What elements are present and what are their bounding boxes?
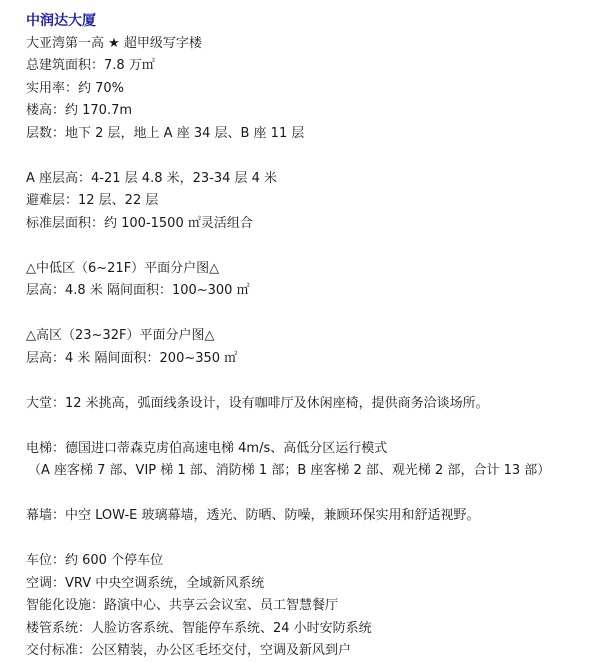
low-mid-zone-heading: △中低区（6~21F）平面分户图△ [26,260,220,276]
floor-count: 层数：地下 2 层，地上 A 座 34 层、B 座 11 层 [26,125,305,141]
delivery-standard: 交付标准：公区精装，办公区毛坯交付，空调及新风到户 [26,643,352,658]
standard-floor-area: 标准层面积：约 100-1500 ㎡灵活组合 [26,215,253,231]
spacer [26,483,598,506]
smart-facilities: 智能化设施：路演中心、共享云会议室、员工智慧餐厅 [26,598,339,613]
building-title: 中润达大厦 [26,13,96,29]
lobby-description: 大堂：12 米挑高，弧面线条设计，设有咖啡厅及休闲座椅，提供商务洽谈场所。 [26,395,489,411]
air-conditioning: 空调：VRV 中央空调系统，全域新风系统 [26,575,265,591]
building-management: 楼管系统：人脸访客系统、智能停车系统、24 小时安防系统 [26,620,372,636]
tagline: 大亚湾第一高 ★ 超甲级写字楼 [26,35,202,51]
spacer [26,145,598,168]
spacer [26,528,598,551]
spacer [26,370,598,393]
spacer [26,303,598,326]
elevator-details: （A 座客梯 7 部、VIP 梯 1 部、消防梯 1 部；B 座客梯 2 部、观光梯 2 部，合计 13 部） [28,463,551,478]
total-floor-area: 总建筑面积：7.8 万㎡ [26,58,155,73]
curtain-wall-description: 幕墙：中空 LOW-E 玻璃幕墙，透光、防晒、防噪，兼顾环保实用和舒适视野。 [26,508,480,523]
usage-rate: 实用率：约 70% [26,80,125,96]
high-zone-specs: 层高：4 米 隔间面积：200~350 ㎡ [26,350,238,366]
spacer [26,235,598,258]
low-mid-zone-specs: 层高：4.8 米 隔间面积：100~300 ㎡ [26,283,250,298]
high-zone-heading: △高区（23~32F）平面分户图△ [26,328,215,343]
refuge-floors: 避难层：12 层、22 层 [26,193,159,208]
spacer [26,415,598,438]
building-height: 楼高：约 170.7m [26,103,133,118]
parking: 车位：约 600 个停车位 [26,553,164,568]
a-tower-floor-height: A 座层高：4-21 层 4.8 米，23-34 层 4 米 [26,170,278,186]
document-body [26,10,598,663]
elevator-description: 电梯：德国进口蒂森克虏伯高速电梯 4m/s、高低分区运行模式 [26,440,388,456]
